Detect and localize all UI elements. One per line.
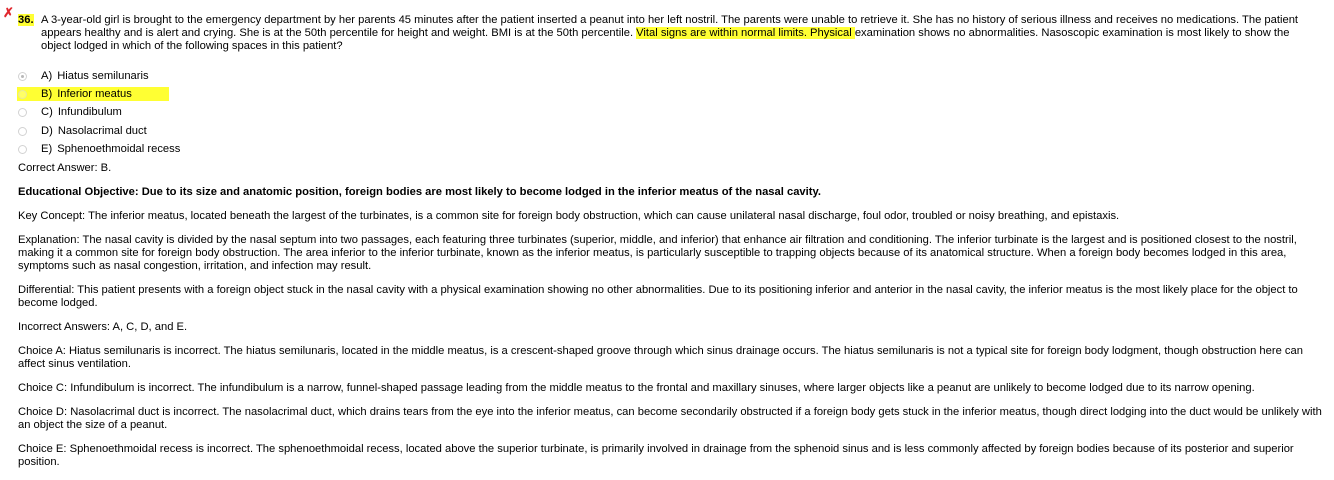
incorrect-answers: Incorrect Answers: A, C, D, and E. bbox=[18, 321, 188, 333]
educational-objective: Educational Objective: Due to its size and anatomic position, foreign bodies are most likely to become lodged in the inferior meatus of the nasal cavity. bbox=[18, 186, 821, 198]
choice-label: Infundibulum bbox=[57, 106, 122, 119]
radio-button-e[interactable] bbox=[18, 145, 27, 154]
radio-button-d[interactable] bbox=[18, 127, 27, 136]
answer-choices bbox=[15, 67, 415, 158]
radio-button-b[interactable] bbox=[18, 90, 27, 99]
choice-letter: C) bbox=[41, 106, 53, 119]
choice-d[interactable] bbox=[15, 122, 415, 140]
choice-c[interactable] bbox=[15, 104, 415, 122]
choice-a[interactable] bbox=[15, 67, 415, 85]
radio-button-a[interactable] bbox=[18, 72, 27, 81]
choice-b[interactable] bbox=[15, 85, 168, 103]
question-stem-part-2: examination shows no abnormalities. Nasoscopic examination is most likely to show the object lodged in which of the following spaces in this patient? bbox=[41, 27, 1290, 52]
question-stem-highlight[interactable]: Vital signs are within normal limits. Physical bbox=[636, 27, 855, 39]
choice-e[interactable] bbox=[15, 140, 415, 158]
wrong-x-icon: ✗ bbox=[3, 5, 14, 20]
choice-label: Hiatus semilunaris bbox=[57, 69, 149, 82]
differential: Differential: This patient presents with a foreign object stuck in the nasal cavity with a physical examination showing no other abnormalities. Due to its positioning inferior and anterior in the nasal cavity, the inferior meatus is the most likely place for the object to become lodged. bbox=[18, 284, 1298, 309]
question-block bbox=[18, 14, 1318, 53]
choice-letter: E) bbox=[41, 142, 53, 155]
choice-letter: D) bbox=[41, 124, 53, 137]
choice-label: Inferior meatus bbox=[57, 87, 132, 100]
choice-letter: B) bbox=[41, 87, 53, 100]
explanation-panel bbox=[18, 162, 1332, 480]
choice-label: Nasolacrimal duct bbox=[57, 124, 147, 137]
question-stem-part-1: A 3-year-old girl is brought to the emergency department by her parents 45 minutes after the patient inserted a peanut into her left nostril. The parents were unable to retrieve it. She has no history of serious illness and receives no medications. The patient appears healthy and is alert and crying. She is at the 50th percentile for height and weight. BMI is at the 50th percentile. bbox=[41, 14, 1299, 39]
correct-answer: Correct Answer: B. bbox=[18, 162, 112, 174]
key-concept: Key Concept: The inferior meatus, located beneath the largest of the turbinates, is a common site for foreign body obstruction, which can cause unilateral nasal discharge, foul odor, troubled or noisy breathing, and epistaxis. bbox=[18, 210, 1120, 222]
choice-label: Sphenoethmoidal recess bbox=[57, 142, 181, 155]
question-number: 36. bbox=[18, 14, 34, 26]
choice-letter: A) bbox=[41, 69, 53, 82]
explanation-text: Explanation: The nasal cavity is divided by the nasal septum into two passages, each featuring three turbinates (superior, middle, and inferior) that enhance air filtration and conditioning. The inferior turbinate is the largest and is positioned closest to the nostril, making it a common site for foreign body obstruction. The area inferior to the inferior turbinate, known as the inferior meatus, is particularly susceptible to trapping objects because of its anatomical structure. When a foreign body becomes lodged in this area, symptoms such as nasal congestion, irritation, and infection may result. bbox=[18, 234, 1297, 272]
choice-c-explanation: Choice C: Infundibulum is incorrect. The infundibulum is a narrow, funnel-shaped passage leading from the middle meatus to the frontal and maxillary sinuses, where larger objects like a peanut are unlikely to become lodged due to its narrow opening. bbox=[18, 382, 1255, 394]
question-stem bbox=[41, 14, 1318, 53]
choice-d-explanation: Choice D: Nasolacrimal duct is incorrect. The nasolacrimal duct, which drains tears from the eye into the inferior meatus, can become secondarily obstructed if a foreign body gets stuck in the inferior meatus, though direct lodging into the duct would be unlikely with an object the size of a peanut. bbox=[18, 406, 1322, 431]
radio-button-c[interactable] bbox=[18, 108, 27, 117]
choice-a-explanation: Choice A: Hiatus semilunaris is incorrect. The hiatus semilunaris, located in the middle meatus, is a crescent-shaped groove through which sinus drainage occurs. The hiatus semilunaris is not a typical site for foreign body lodgment, though obstruction here can affect sinus ventilation. bbox=[18, 345, 1303, 370]
choice-e-explanation: Choice E: Sphenoethmoidal recess is incorrect. The sphenoethmoidal recess, located above the superior turbinate, is primarily involved in drainage from the sphenoid sinus and is less commonly affected by foreign bodies because of its posterior and superior position. bbox=[18, 443, 1294, 468]
